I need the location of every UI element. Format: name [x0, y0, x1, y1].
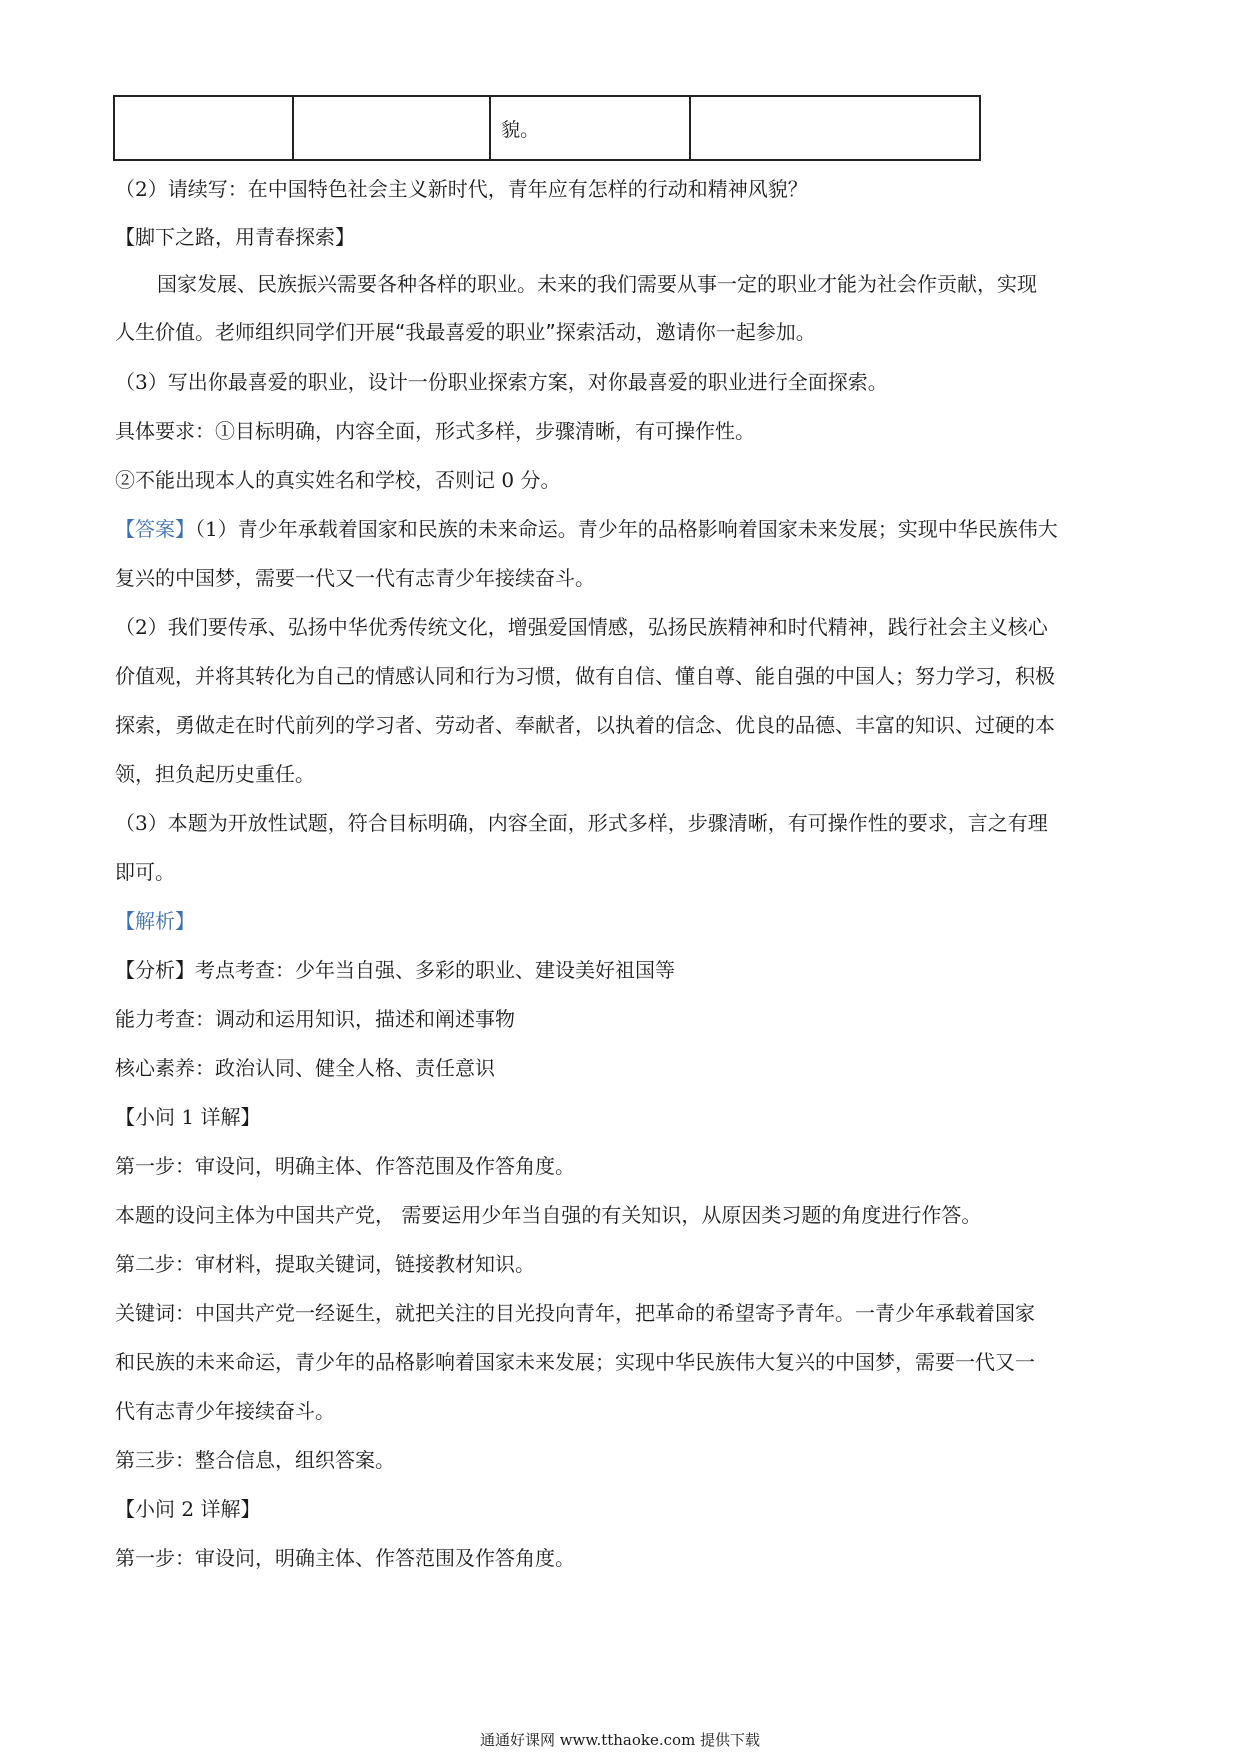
sub1-step-2: 第二步：审材料，提取关键词，链接教材知识。	[115, 1252, 535, 1276]
page-footer: 通通好课网 www.tthaoke.com 提供下载	[479, 1731, 761, 1749]
answer-2-line: （2）我们要传承、弘扬中华优秀传统文化，增强爱国情感，弘扬民族精神和时代精神，践行社会主义核心	[115, 615, 1048, 639]
sub1-description: 本题的设问主体为中国共产党， 需要运用少年当自强的有关知识，从原因类习题的角度进行作答。	[115, 1203, 982, 1227]
table-cell: 貌。	[490, 96, 690, 160]
section-heading: 【脚下之路，用青春探索】	[115, 225, 355, 249]
answer-3-line: （3）本题为开放性试题，符合目标明确，内容全面，形式多样，步骤清晰，有可操作性的要求，言之有理	[115, 811, 1048, 835]
answer-1-line: 复兴的中国梦，需要一代又一代有志青少年接续奋斗。	[115, 566, 595, 590]
answer-3-line: 即可。	[115, 860, 175, 884]
answer-1-text: （1）青少年承载着国家和民族的未来命运。青少年的品格影响着国家未来发展；实现中华民族伟大	[195, 517, 1058, 541]
analysis-literacy: 核心素养：政治认同、健全人格、责任意识	[115, 1056, 495, 1080]
sub1-step-1: 第一步：审设问，明确主体、作答范围及作答角度。	[115, 1154, 575, 1178]
keywords-line: 代有志青少年接续奋斗。	[115, 1399, 335, 1423]
analysis-label: 【解析】	[115, 909, 195, 933]
analysis-fenxi: 【分析】考点考查：少年当自强、多彩的职业、建设美好祖国等	[115, 958, 675, 982]
answer-2-line: 价值观，并将其转化为自己的情感认同和行为习惯，做有自信、懂自尊、能自强的中国人；努力学习，积极	[115, 664, 1055, 688]
table-row	[114, 96, 980, 160]
question-3-prompt: （3）写出你最喜爱的职业，设计一份职业探索方案，对你最喜爱的职业进行全面探索。	[115, 370, 888, 394]
table-cell	[690, 96, 980, 160]
question-2-prompt: （2）请续写：在中国特色社会主义新时代，青年应有怎样的行动和精神风貌？	[115, 177, 808, 201]
answer-line	[115, 517, 1058, 541]
analysis-ability: 能力考查：调动和运用知识，描述和阐述事物	[115, 1007, 515, 1031]
answer-table-fragment	[113, 95, 981, 161]
answer-2-line: 领，担负起历史重任。	[115, 762, 315, 786]
requirement-1: 具体要求：①目标明确，内容全面，形式多样，步骤清晰，有可操作性。	[115, 419, 755, 443]
keywords-line: 和民族的未来命运，青少年的品格影响着国家未来发展；实现中华民族伟大复兴的中国梦，需要一代又一	[115, 1350, 1035, 1374]
requirement-2: ②不能出现本人的真实姓名和学校，否则记 0 分。	[115, 468, 561, 492]
table-cell	[293, 96, 490, 160]
sub2-step-1: 第一步：审设问，明确主体、作答范围及作答角度。	[115, 1546, 575, 1570]
material-line: 国家发展、民族振兴需要各种各样的职业。未来的我们需要从事一定的职业才能为社会作贡献，实现	[157, 272, 1037, 296]
answer-2-line: 探索，勇做走在时代前列的学习者、劳动者、奉献者，以执着的信念、优良的品德、丰富的知识、过硬的本	[115, 713, 1055, 737]
answer-label: 【答案】	[115, 517, 195, 541]
table-cell	[114, 96, 293, 160]
material-line: 人生价值。老师组织同学们开展“我最喜爱的职业”探索活动，邀请你一起参加。	[115, 320, 816, 344]
sub-question-2-heading: 【小问 2 详解】	[115, 1497, 261, 1521]
sub1-step-3: 第三步：整合信息，组织答案。	[115, 1448, 395, 1472]
keywords-line: 关键词：中国共产党一经诞生，就把关注的目光投向青年，把革命的希望寄予青年。一青少年承载着国家	[115, 1301, 1035, 1325]
sub-question-1-heading: 【小问 1 详解】	[115, 1105, 261, 1129]
